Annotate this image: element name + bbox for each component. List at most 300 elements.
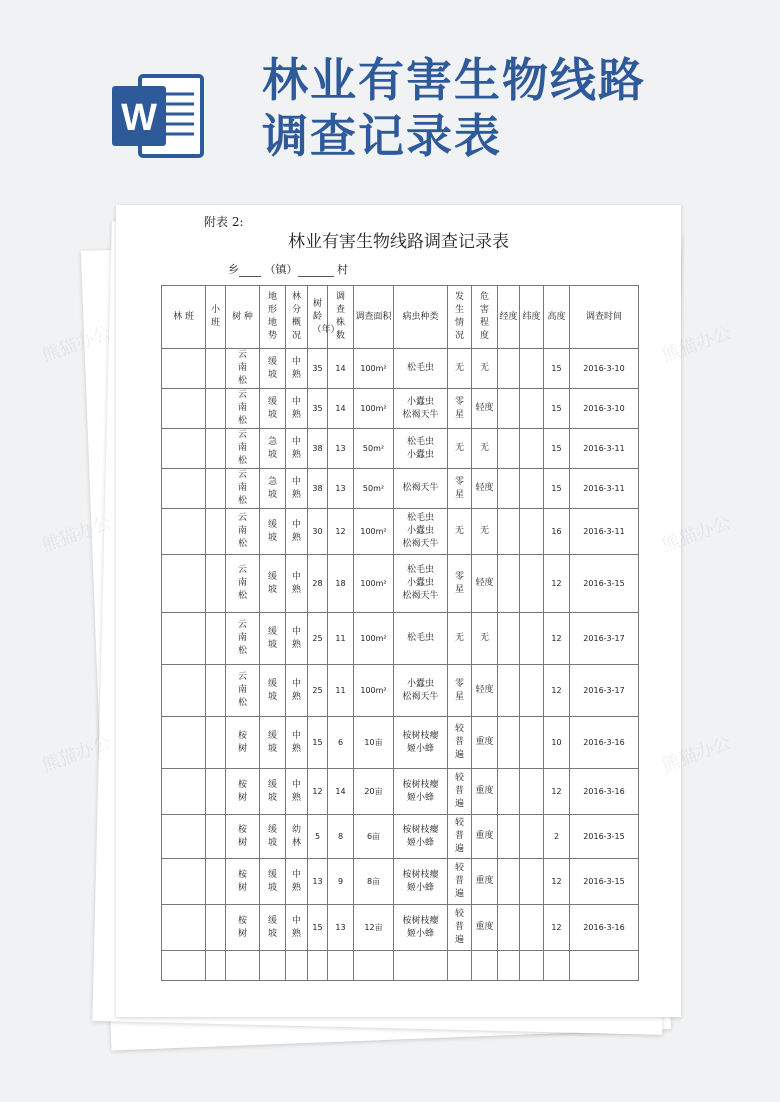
- table-cell: [162, 613, 206, 665]
- table-cell: [328, 769, 354, 815]
- table-cell-text: 2016-3-11: [583, 484, 625, 493]
- document-page: [116, 205, 681, 1017]
- table-cell: [226, 859, 260, 905]
- table-cell: [570, 555, 639, 613]
- table-cell-text: 38: [312, 444, 323, 453]
- table-cell: [328, 951, 354, 981]
- column-header-label: 高度: [547, 311, 566, 322]
- table-cell: [206, 349, 226, 389]
- table-cell: [286, 859, 308, 905]
- column-header: [498, 286, 520, 349]
- table-row: [162, 555, 639, 613]
- table-cell: [448, 769, 472, 815]
- table-cell: [308, 951, 328, 981]
- table-cell: [394, 469, 448, 509]
- table-cell-text: 松毛虫: [406, 363, 434, 373]
- table-cell: [544, 349, 570, 389]
- table-cell: [570, 665, 639, 717]
- table-header-row: [162, 286, 639, 349]
- table-cell: [448, 905, 472, 951]
- table-cell-text: 轻度: [475, 685, 494, 695]
- table-cell: [544, 509, 570, 555]
- table-cell: [354, 769, 394, 815]
- table-cell-text: 轻度: [475, 403, 494, 413]
- table-cell: [570, 769, 639, 815]
- table-cell-text: 2016-3-17: [583, 634, 625, 643]
- table-cell-text: 轻度: [475, 483, 494, 493]
- table-cell-text: 8: [337, 832, 344, 841]
- table-cell-text: 中熟: [291, 436, 301, 460]
- column-header: [226, 286, 260, 349]
- table-cell-text: 28: [312, 579, 323, 588]
- table-cell: [448, 349, 472, 389]
- table-cell-text: 15: [312, 923, 323, 932]
- table-cell-text: 桉树: [237, 730, 247, 754]
- table-cell-text: 云南松: [237, 620, 247, 656]
- table-cell: [308, 815, 328, 859]
- table-cell: [308, 555, 328, 613]
- table-cell-text: 9: [337, 877, 344, 886]
- table-cell: [520, 859, 544, 905]
- column-header: [570, 286, 639, 349]
- column-header-label: 调查时间: [585, 311, 622, 322]
- table-cell-text: 松毛虫: [406, 633, 434, 643]
- table-cell-text: 13: [312, 877, 323, 886]
- table-cell: [328, 389, 354, 429]
- survey-record-table: [161, 285, 639, 981]
- column-header: [472, 286, 498, 349]
- table-cell: [394, 769, 448, 815]
- table-cell-text: 100m²: [360, 579, 387, 588]
- table-cell: [328, 859, 354, 905]
- table-cell-text: 中熟: [291, 730, 301, 754]
- table-cell: [286, 509, 308, 555]
- table-cell: [226, 349, 260, 389]
- appendix-label: 附表 2:: [204, 215, 244, 229]
- table-cell: [260, 469, 286, 509]
- table-cell: [162, 429, 206, 469]
- table-cell: [520, 429, 544, 469]
- table-cell-text: 桉树: [237, 824, 247, 848]
- table-cell-text: 重度: [475, 922, 494, 932]
- table-cell: [570, 815, 639, 859]
- table-cell-text: 缓坡: [267, 571, 277, 595]
- table-cell: [226, 665, 260, 717]
- table-cell-text: 桉树枝瘿 姬小蜂: [402, 730, 439, 754]
- column-header-label: 地形地势: [267, 292, 277, 341]
- table-cell-text: 中熟: [291, 678, 301, 702]
- table-cell-text: 10亩: [364, 738, 383, 747]
- table-cell-text: 35: [312, 364, 323, 373]
- table-cell-text: 无: [454, 443, 464, 453]
- table-cell: [394, 665, 448, 717]
- table-cell-text: 25: [312, 634, 323, 643]
- table-cell: [308, 905, 328, 951]
- table-cell: [162, 815, 206, 859]
- table-cell-text: 轻度: [475, 578, 494, 588]
- table-cell-text: 桉树枝瘿 姬小蜂: [402, 915, 439, 939]
- table-cell: [448, 613, 472, 665]
- column-header: [394, 286, 448, 349]
- table-cell: [308, 665, 328, 717]
- table-cell: [394, 859, 448, 905]
- table-cell: [544, 815, 570, 859]
- table-cell: [308, 613, 328, 665]
- table-cell-text: 无: [454, 526, 464, 536]
- table-cell: [448, 815, 472, 859]
- table-cell-text: 100m²: [360, 404, 387, 413]
- banner-title-line2: 调查记录表: [262, 109, 502, 163]
- table-cell-text: 中熟: [291, 915, 301, 939]
- column-header-label: 林分概况: [291, 292, 301, 341]
- table-cell: [328, 429, 354, 469]
- table-cell: [206, 665, 226, 717]
- table-cell: [308, 769, 328, 815]
- table-cell: [498, 951, 520, 981]
- table-cell: [354, 613, 394, 665]
- table-cell-text: 中熟: [291, 356, 301, 380]
- table-cell: [472, 769, 498, 815]
- table-cell: [498, 769, 520, 815]
- banner-title: [262, 52, 732, 164]
- table-cell-text: 12: [312, 787, 323, 796]
- table-cell-text: 缓坡: [267, 519, 277, 543]
- table-cell: [260, 509, 286, 555]
- table-cell: [394, 509, 448, 555]
- table-cell: [286, 815, 308, 859]
- table-cell-text: 2016-3-11: [583, 527, 625, 536]
- table-cell-text: 中熟: [291, 476, 301, 500]
- table-cell-text: 14: [335, 404, 346, 413]
- table-cell-text: 2016-3-10: [583, 404, 625, 413]
- table-cell: [206, 613, 226, 665]
- table-cell: [354, 349, 394, 389]
- table-cell-text: 缓坡: [267, 626, 277, 650]
- table-cell: [520, 613, 544, 665]
- table-cell: [472, 905, 498, 951]
- table-cell: [162, 859, 206, 905]
- table-cell-text: 12: [551, 686, 562, 695]
- table-row: [162, 859, 639, 905]
- table-cell-text: 15: [312, 738, 323, 747]
- table-cell: [520, 389, 544, 429]
- table-cell: [286, 665, 308, 717]
- table-cell-text: 重度: [475, 876, 494, 886]
- table-cell: [162, 905, 206, 951]
- table-cell: [448, 951, 472, 981]
- table-cell: [260, 815, 286, 859]
- column-header-label: 林 班: [173, 311, 194, 322]
- banner-title-line1: 林业有害生物线路: [262, 53, 646, 107]
- column-header-label: 调查面积: [355, 311, 392, 322]
- table-row: [162, 469, 639, 509]
- table-cell: [162, 555, 206, 613]
- table-cell: [260, 613, 286, 665]
- table-cell-text: 桉树枝瘿 姬小蜂: [402, 779, 439, 803]
- table-cell: [354, 717, 394, 769]
- table-cell: [394, 905, 448, 951]
- table-cell-text: 缓坡: [267, 396, 277, 420]
- table-cell: [354, 429, 394, 469]
- table-cell: [260, 555, 286, 613]
- table-cell: [308, 349, 328, 389]
- table-cell-text: 无: [479, 443, 489, 453]
- table-cell: [354, 859, 394, 905]
- table-cell: [394, 389, 448, 429]
- table-cell-text: 无: [479, 363, 489, 373]
- watermark: 熊猫办公: [39, 322, 114, 367]
- table-cell-text: 桉树枝瘿 姬小蜂: [402, 824, 439, 848]
- table-cell-text: 中熟: [291, 869, 301, 893]
- table-cell: [570, 429, 639, 469]
- table-cell: [206, 555, 226, 613]
- table-cell-text: 缓坡: [267, 915, 277, 939]
- table-cell: [206, 509, 226, 555]
- table-cell-text: 云南松: [237, 565, 247, 601]
- column-header: [520, 286, 544, 349]
- table-cell-text: 幼林: [291, 824, 301, 848]
- table-cell: [206, 951, 226, 981]
- table-cell-text: 无: [479, 526, 489, 536]
- table-cell: [286, 389, 308, 429]
- table-cell: [520, 349, 544, 389]
- table-cell: [394, 429, 448, 469]
- village-label: 村: [337, 263, 348, 276]
- table-cell: [498, 349, 520, 389]
- table-cell: [286, 429, 308, 469]
- table-cell: [162, 349, 206, 389]
- table-cell: [308, 389, 328, 429]
- table-cell-text: 18: [335, 579, 346, 588]
- table-cell-text: 云南松: [237, 390, 247, 426]
- table-cell-text: 较普遍: [454, 909, 464, 945]
- table-cell-text: 13: [335, 444, 346, 453]
- table-cell: [472, 815, 498, 859]
- table-cell: [544, 555, 570, 613]
- watermark: 熊猫办公: [659, 512, 734, 557]
- column-header-label: 经度: [499, 311, 518, 322]
- table-cell: [354, 509, 394, 555]
- table-cell: [394, 349, 448, 389]
- table-cell-text: 中熟: [291, 396, 301, 420]
- table-cell: [260, 717, 286, 769]
- table-cell-text: 15: [551, 444, 562, 453]
- table-cell-text: 急坡: [267, 476, 277, 500]
- table-cell: [286, 555, 308, 613]
- table-cell-text: 100m²: [360, 364, 387, 373]
- table-cell: [570, 905, 639, 951]
- table-cell: [328, 665, 354, 717]
- table-cell: [520, 905, 544, 951]
- table-cell-text: 无: [479, 633, 489, 643]
- table-cell-text: 12亩: [364, 923, 383, 932]
- table-cell: [226, 815, 260, 859]
- table-row: [162, 815, 639, 859]
- table-cell: [354, 905, 394, 951]
- table-cell: [260, 769, 286, 815]
- table-cell: [308, 717, 328, 769]
- table-cell: [328, 717, 354, 769]
- table-cell-text: 云南松: [237, 513, 247, 549]
- township-blank: [239, 265, 261, 277]
- table-cell-text: 13: [335, 484, 346, 493]
- table-cell: [226, 951, 260, 981]
- table-title: 林业有害生物线路调查记录表: [288, 232, 509, 252]
- table-cell-text: 12: [551, 877, 562, 886]
- table-cell-text: 5: [314, 832, 321, 841]
- table-row: [162, 769, 639, 815]
- table-cell: [260, 951, 286, 981]
- svg-text:W: W: [121, 97, 157, 139]
- table-cell: [226, 769, 260, 815]
- table-cell: [498, 905, 520, 951]
- table-cell-text: 11: [335, 634, 346, 643]
- table-cell-text: 25: [312, 686, 323, 695]
- table-cell: [472, 509, 498, 555]
- table-cell: [260, 905, 286, 951]
- table-cell-text: 14: [335, 787, 346, 796]
- table-cell: [328, 905, 354, 951]
- table-cell: [206, 769, 226, 815]
- table-cell: [286, 469, 308, 509]
- table-cell-text: 15: [551, 364, 562, 373]
- table-cell: [472, 555, 498, 613]
- table-cell-text: 10: [551, 738, 562, 747]
- table-cell-text: 松毛虫 小蠹虫 松褐天牛: [402, 565, 439, 601]
- table-cell-text: 2016-3-16: [583, 923, 625, 932]
- column-header: [328, 286, 354, 349]
- table-cell-text: 桉树: [237, 869, 247, 893]
- table-cell-text: 松毛虫 小蠹虫 松褐天牛: [402, 513, 439, 549]
- table-cell-text: 零星: [454, 476, 464, 500]
- table-cell: [472, 349, 498, 389]
- table-cell-text: 13: [335, 923, 346, 932]
- table-cell: [544, 905, 570, 951]
- table-cell: [544, 769, 570, 815]
- table-cell-text: 2016-3-10: [583, 364, 625, 373]
- table-cell-text: 云南松: [237, 430, 247, 466]
- table-cell: [162, 769, 206, 815]
- column-header-label: 纬度: [522, 311, 541, 322]
- table-cell: [354, 555, 394, 613]
- table-cell: [498, 509, 520, 555]
- table-cell: [308, 469, 328, 509]
- table-cell-text: 无: [454, 633, 464, 643]
- table-cell: [260, 429, 286, 469]
- table-row: [162, 349, 639, 389]
- table-cell-text: 云南松: [237, 470, 247, 506]
- table-cell: [498, 665, 520, 717]
- table-cell: [328, 469, 354, 509]
- table-body: [162, 349, 639, 981]
- table-cell-text: 2016-3-15: [583, 832, 625, 841]
- table-cell: [308, 509, 328, 555]
- table-cell: [448, 389, 472, 429]
- table-cell: [226, 429, 260, 469]
- table-cell-text: 2016-3-16: [583, 738, 625, 747]
- table-cell-text: 100m²: [360, 686, 387, 695]
- table-cell: [498, 469, 520, 509]
- table-cell: [472, 389, 498, 429]
- table-cell: [328, 349, 354, 389]
- table-cell-text: 12: [335, 527, 346, 536]
- table-cell: [206, 717, 226, 769]
- table-cell: [162, 389, 206, 429]
- table-cell: [394, 815, 448, 859]
- watermark: 熊猫办公: [39, 512, 114, 557]
- table-row: [162, 613, 639, 665]
- table-cell: [354, 951, 394, 981]
- table-cell: [498, 555, 520, 613]
- table-cell: [286, 717, 308, 769]
- table-cell-text: 缓坡: [267, 678, 277, 702]
- table-cell: [260, 389, 286, 429]
- table-row: [162, 905, 639, 951]
- table-cell: [544, 665, 570, 717]
- table-cell-text: 桉树枝瘿 姬小蜂: [402, 869, 439, 893]
- table-cell: [328, 509, 354, 555]
- table-cell-text: 2016-3-16: [583, 787, 625, 796]
- table-cell-text: 15: [551, 404, 562, 413]
- table-cell: [286, 613, 308, 665]
- table-cell-text: 缓坡: [267, 779, 277, 803]
- table-cell: [498, 429, 520, 469]
- table-cell-text: 2016-3-15: [583, 877, 625, 886]
- table-cell: [162, 951, 206, 981]
- table-cell-text: 无: [454, 363, 464, 373]
- word-document-icon: [110, 70, 210, 162]
- table-cell: [206, 815, 226, 859]
- table-cell-text: 较普遍: [454, 863, 464, 899]
- column-header-label: 危害程度: [479, 292, 489, 341]
- table-cell: [570, 951, 639, 981]
- table-cell: [286, 905, 308, 951]
- table-cell: [570, 613, 639, 665]
- table-cell-text: 较普遍: [454, 724, 464, 760]
- table-cell: [520, 665, 544, 717]
- table-cell-text: 重度: [475, 831, 494, 841]
- table-cell: [226, 389, 260, 429]
- table-cell: [394, 951, 448, 981]
- table-cell: [448, 509, 472, 555]
- table-cell: [206, 859, 226, 905]
- table-cell-text: 12: [551, 579, 562, 588]
- table-cell: [498, 717, 520, 769]
- table-cell: [206, 469, 226, 509]
- table-cell-text: 15: [551, 484, 562, 493]
- table-cell: [544, 613, 570, 665]
- table-cell: [472, 665, 498, 717]
- column-header: [448, 286, 472, 349]
- table-cell-text: 急坡: [267, 436, 277, 460]
- table-cell: [162, 665, 206, 717]
- table-cell: [226, 905, 260, 951]
- column-header: [206, 286, 226, 349]
- table-cell-text: 中熟: [291, 779, 301, 803]
- table-cell: [570, 389, 639, 429]
- column-header: [286, 286, 308, 349]
- table-cell-text: 100m²: [360, 634, 387, 643]
- table-cell: [226, 509, 260, 555]
- table-cell: [206, 905, 226, 951]
- table-cell: [226, 613, 260, 665]
- village-line: [228, 261, 348, 277]
- table-cell: [286, 769, 308, 815]
- table-cell-text: 桉树: [237, 779, 247, 803]
- table-cell-text: 桉树: [237, 915, 247, 939]
- table-cell: [448, 665, 472, 717]
- table-cell-text: 中熟: [291, 571, 301, 595]
